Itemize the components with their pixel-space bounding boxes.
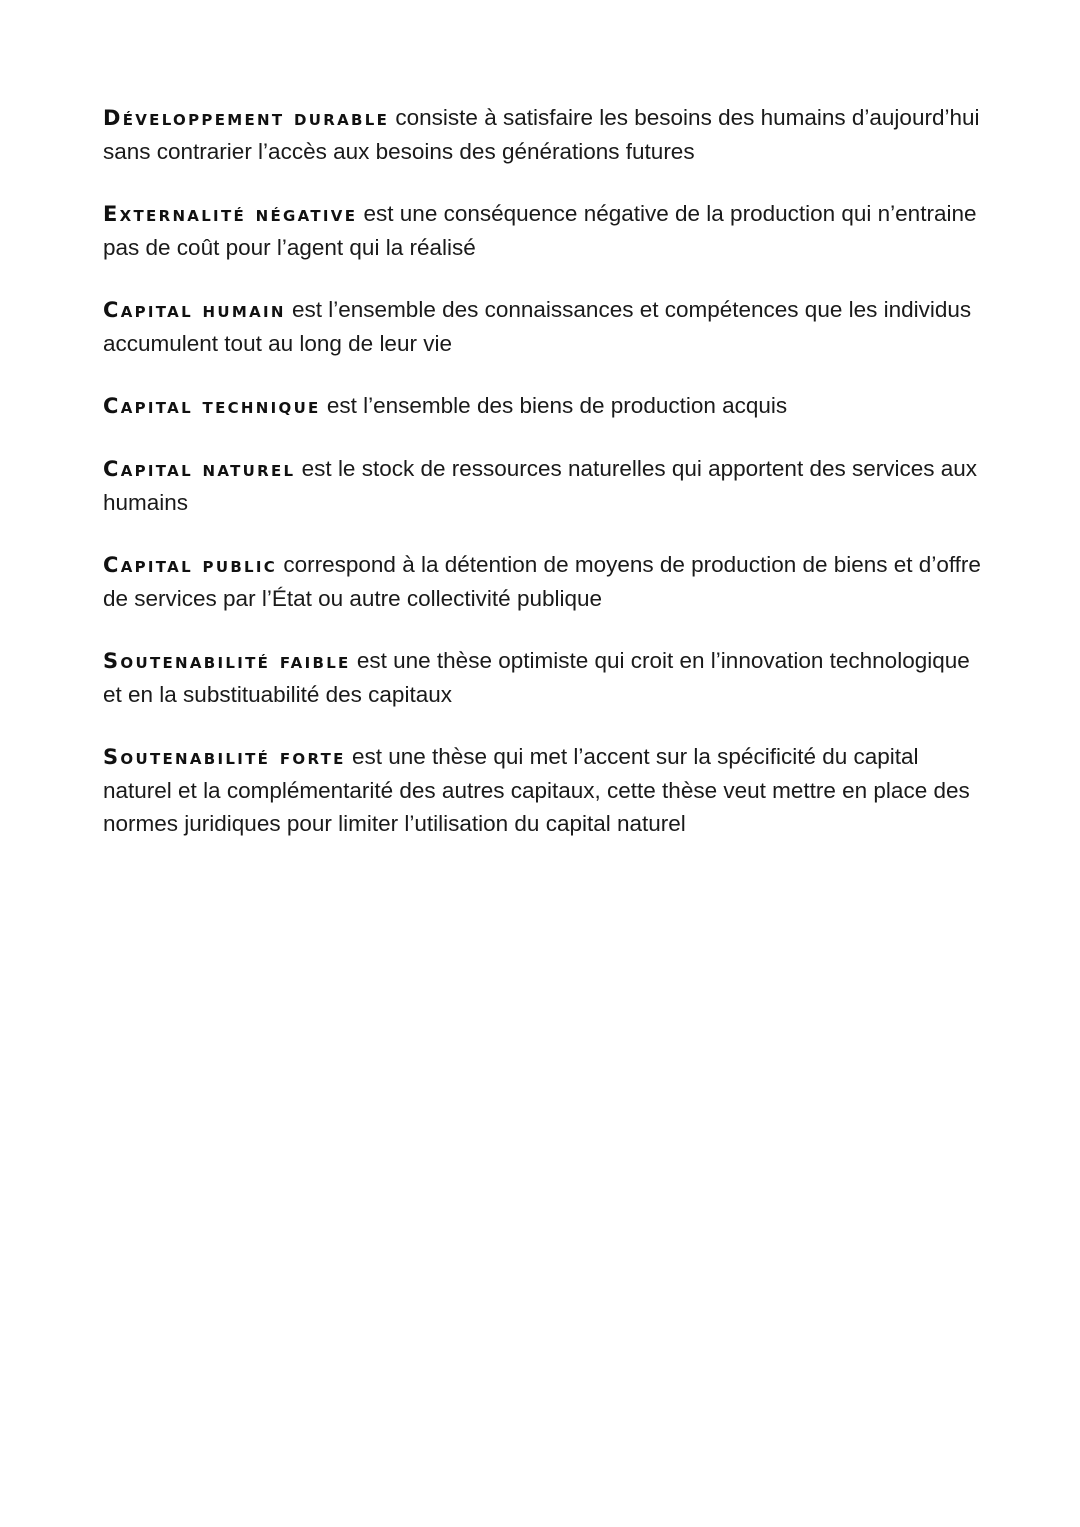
definition-list: [103, 101, 983, 869]
definition-capital-naturel: [103, 452, 983, 519]
definition-capital-humain: [103, 293, 983, 360]
definition-text: correspond à la détention de moyens de production de biens et d’offre de services par l’État ou autre collectivité publique: [103, 552, 981, 611]
definition-term: Capital naturel: [103, 457, 296, 481]
definition-capital-technique: [103, 389, 983, 423]
definition-capital-public: [103, 548, 983, 615]
definition-text: consiste à satisfaire les besoins des humains d’aujourd’hui sans contrarier l’accès aux besoins des générations futures: [103, 105, 980, 164]
definition-text: est une thèse qui met l’accent sur la spécificité du capital naturel et la complémentarité des autres capitaux, cette thèse veut mettre en place des normes juridiques pour limiter l’utilisation du capital naturel: [103, 744, 970, 836]
definition-term: Soutenabilité faible: [103, 649, 351, 673]
definition-term: Externalité négative: [103, 202, 358, 226]
definition-term: Développement durable: [103, 106, 390, 130]
definition-term: Capital humain: [103, 298, 286, 322]
definition-term: Soutenabilité forte: [103, 745, 346, 769]
definition-soutenabilite-forte: [103, 740, 983, 840]
definition-text: est le stock de ressources naturelles qui apportent des services aux humains: [103, 456, 978, 515]
definition-text: est une conséquence négative de la production qui n’entraine pas de coût pour l’agent qui la réalisé: [103, 201, 977, 260]
definition-soutenabilite-faible: [103, 644, 983, 711]
definition-term: Capital public: [103, 553, 278, 577]
definition-text: est l’ensemble des biens de production acquis: [326, 393, 788, 418]
definition-term: Capital technique: [103, 394, 321, 418]
definition-text: est l’ensemble des connaissances et compétences que les individus accumulent tout au long de leur vie: [103, 297, 972, 356]
definition-text: est une thèse optimiste qui croit en l’innovation technologique et en la substituabilité des capitaux: [103, 648, 970, 707]
definition-externalite-negative: [103, 197, 983, 264]
definition-developpement-durable: [103, 101, 983, 168]
